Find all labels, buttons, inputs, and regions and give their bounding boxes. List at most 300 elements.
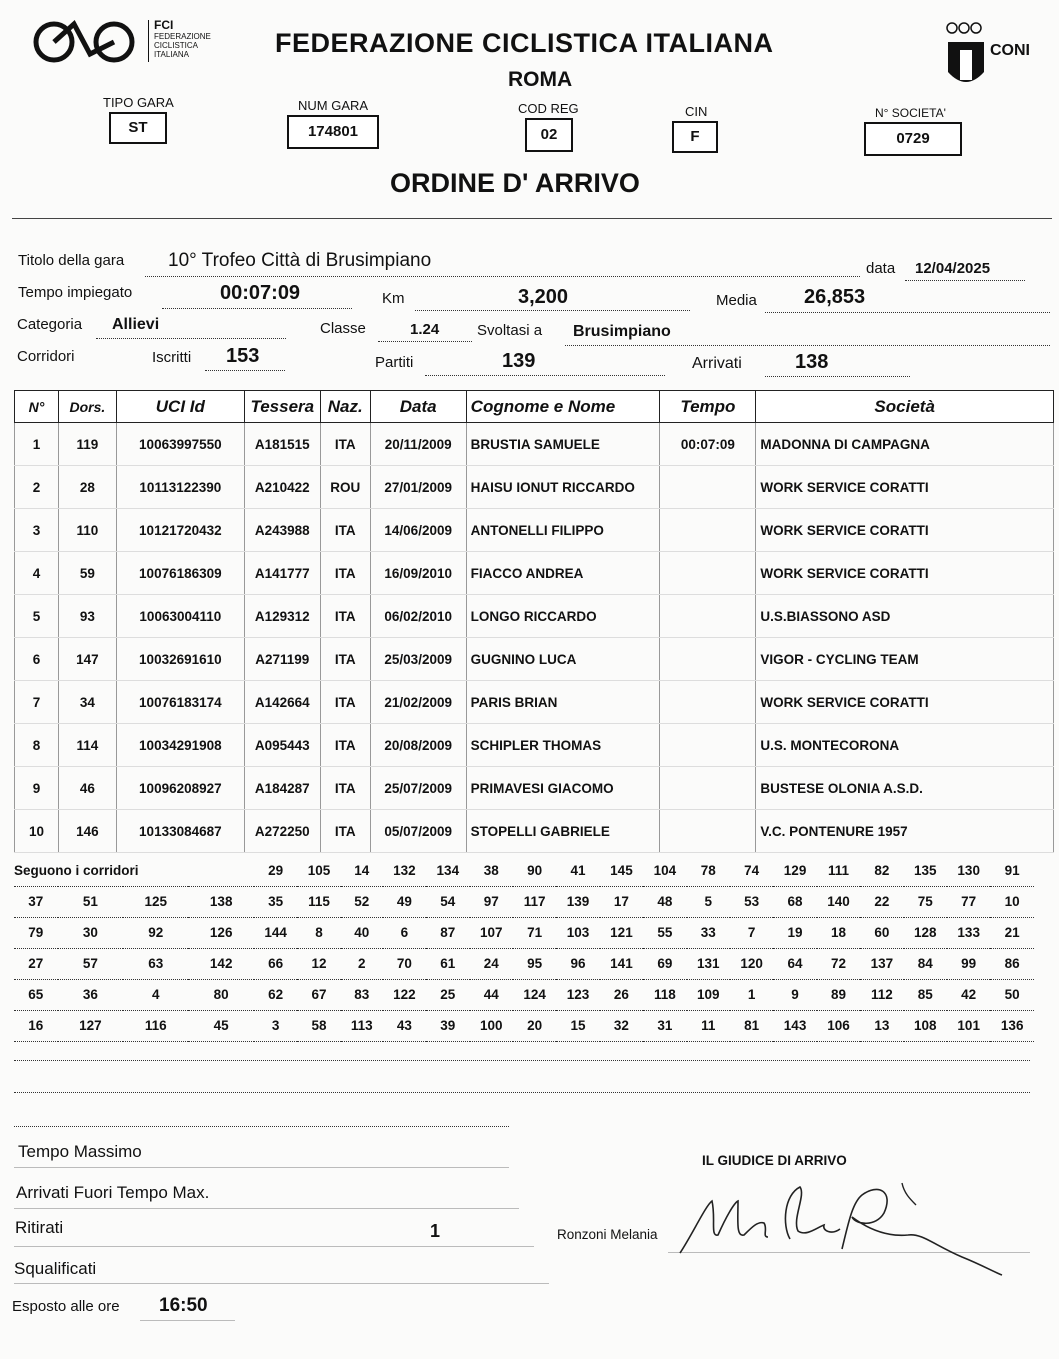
rider-number: 63 [123,948,188,979]
cell-birth-date: 25/03/2009 [370,638,466,681]
rider-number: 65 [14,979,58,1010]
cell-birth-date: 16/09/2010 [370,552,466,595]
following-label: Seguono i corridori [14,855,254,886]
rider-number: 128 [904,917,947,948]
cell-time [660,681,756,724]
tempo-massimo-label: Tempo Massimo [18,1142,142,1161]
categoria-line [96,338,286,339]
squalificati-line [14,1283,549,1284]
num-gara-label: NUM GARA [298,98,369,113]
cell-tessera: A184287 [244,767,320,810]
table-row [15,724,1054,767]
table-row [15,595,1054,638]
cell-team: VIGOR - CYCLING TEAM [756,638,1054,681]
squalificati-label: Squalificati [14,1259,97,1278]
rider-number: 3 [254,1010,297,1041]
blank-line-3 [14,1126,509,1127]
cell-dors: 110 [58,509,116,552]
following-row [14,979,1034,1010]
rider-number: 36 [58,979,123,1010]
cell-uci-id: 10076186309 [116,552,244,595]
rider-number: 130 [947,855,990,886]
cell-team: U.S.BIASSONO ASD [756,595,1054,638]
cell-tessera: A243988 [244,509,320,552]
rider-number: 42 [947,979,990,1010]
rider-number: 54 [426,886,469,917]
rider-number: 97 [470,886,513,917]
cell-tessera: A095443 [244,724,320,767]
rider-number: 25 [426,979,469,1010]
cell-dors: 119 [58,423,116,466]
following-row [14,1010,1034,1041]
cell-uci-id: 10121720432 [116,509,244,552]
cell-pos: 10 [15,810,59,853]
cell-uci-id: 10113122390 [116,466,244,509]
rider-number: 48 [643,886,686,917]
media-line [765,312,1050,313]
col-header-uci-id: UCI Id [116,391,244,423]
rider-number: 27 [14,948,58,979]
cell-tessera: A271199 [244,638,320,681]
tempo-label: Tempo impiegato [18,284,133,301]
cell-pos: 4 [15,552,59,595]
cell-naz: ITA [320,638,370,681]
fuori-tempo-label: Arrivati Fuori Tempo Max. [16,1183,210,1202]
partiti-line [425,375,665,376]
rider-number: 39 [426,1010,469,1041]
rider-number: 69 [643,948,686,979]
cell-time [660,509,756,552]
cell-tessera: A210422 [244,466,320,509]
rider-number: 29 [254,855,297,886]
following-riders-body [14,855,1034,1041]
rider-number: 118 [643,979,686,1010]
rider-number: 79 [14,917,58,948]
rider-number: 81 [730,1010,773,1041]
cell-pos: 8 [15,724,59,767]
rider-number: 142 [188,948,253,979]
giudice-name: Ronzoni Melania [557,1227,658,1242]
rider-number: 120 [730,948,773,979]
rider-number: 90 [513,855,556,886]
iscritti-label: Iscritti [152,349,192,366]
rider-number: 115 [297,886,340,917]
cell-dors: 28 [58,466,116,509]
rider-number: 11 [687,1010,730,1041]
header-divider [12,218,1052,219]
table-row [15,810,1054,853]
rider-number: 132 [383,855,426,886]
rider-number: 95 [513,948,556,979]
giudice-label: IL GIUDICE DI ARRIVO [702,1153,847,1168]
cod-reg-label: COD REG [518,101,579,116]
cell-team: WORK SERVICE CORATTI [756,552,1054,595]
rider-number: 19 [773,917,816,948]
following-row [14,917,1034,948]
cell-name: PARIS BRIAN [466,681,660,724]
rider-number: 61 [426,948,469,979]
cell-name: BRUSTIA SAMUELE [466,423,660,466]
rider-number: 112 [860,979,903,1010]
rider-number: 138 [188,886,253,917]
cell-team: WORK SERVICE CORATTI [756,681,1054,724]
cell-birth-date: 27/01/2009 [370,466,466,509]
rider-number: 51 [58,886,123,917]
cell-team: BUSTESE OLONIA A.S.D. [756,767,1054,810]
cell-naz: ITA [320,423,370,466]
cell-pos: 2 [15,466,59,509]
cell-team: U.S. MONTECORONA [756,724,1054,767]
categoria-value: Allievi [112,316,160,333]
rider-number: 62 [254,979,297,1010]
rider-number: 33 [687,917,730,948]
rider-number: 91 [990,855,1034,886]
cell-uci-id: 10032691610 [116,638,244,681]
arrivati-value: 138 [795,351,829,373]
arrivati-line [765,376,910,377]
rider-number: 31 [643,1010,686,1041]
cell-dors: 59 [58,552,116,595]
fuori-tempo-line [14,1208,519,1209]
col-header-naz: Naz. [320,391,370,423]
cell-dors: 146 [58,810,116,853]
rider-number: 12 [297,948,340,979]
rider-number: 75 [904,886,947,917]
col-header-tessera: Tessera [244,391,320,423]
table-row [15,681,1054,724]
rider-number: 108 [904,1010,947,1041]
fci-subtitle: FEDERAZIONE CICLISTICA ITALIANA [154,32,211,59]
cell-dors: 34 [58,681,116,724]
cell-uci-id: 10063004110 [116,595,244,638]
cell-uci-id: 10076183174 [116,681,244,724]
cell-birth-date: 25/07/2009 [370,767,466,810]
table-row [15,638,1054,681]
rider-number: 77 [947,886,990,917]
cell-naz: ITA [320,767,370,810]
cell-team: V.C. PONTENURE 1957 [756,810,1054,853]
titolo-value: 10° Trofeo Città di Brusimpiano [168,250,432,271]
rider-number: 49 [383,886,426,917]
cell-dors: 147 [58,638,116,681]
rider-number: 129 [773,855,816,886]
cell-tessera: A181515 [244,423,320,466]
rider-number: 131 [687,948,730,979]
table-row [15,767,1054,810]
rider-number: 89 [817,979,860,1010]
cin-value: F [672,121,718,153]
rider-number: 141 [600,948,643,979]
tempo-massimo-line [14,1167,509,1168]
table-row [15,509,1054,552]
rider-number: 2 [341,948,383,979]
rider-number: 14 [341,855,383,886]
rider-number: 40 [341,917,383,948]
rider-number: 26 [600,979,643,1010]
rider-number: 6 [383,917,426,948]
media-value: 26,853 [804,286,866,308]
cell-team: WORK SERVICE CORATTI [756,466,1054,509]
rider-number: 66 [254,948,297,979]
rider-number: 136 [990,1010,1034,1041]
cell-time [660,724,756,767]
rider-number: 24 [470,948,513,979]
cell-naz: ITA [320,681,370,724]
table-row [15,423,1054,466]
rider-number: 133 [947,917,990,948]
classe-label: Classe [320,320,366,337]
cell-pos: 5 [15,595,59,638]
data-line [905,280,1025,281]
cell-team: WORK SERVICE CORATTI [756,509,1054,552]
rider-number: 8 [297,917,340,948]
km-label: Km [382,290,405,307]
cell-dors: 46 [58,767,116,810]
cell-naz: ITA [320,552,370,595]
rider-number: 87 [426,917,469,948]
rider-number: 127 [58,1010,123,1041]
col-header-data: Data [370,391,466,423]
classe-line [378,341,472,342]
cell-name: PRIMAVESI GIACOMO [466,767,660,810]
cell-birth-date: 20/11/2009 [370,423,466,466]
rider-number: 44 [470,979,513,1010]
rider-number: 134 [426,855,469,886]
cell-birth-date: 21/02/2009 [370,681,466,724]
rider-number: 72 [817,948,860,979]
city-label: ROMA [508,68,573,91]
rider-number: 144 [254,917,297,948]
iscritti-line [205,370,285,371]
blank-line-1 [14,1060,1030,1061]
rider-number: 30 [58,917,123,948]
cell-time [660,810,756,853]
rider-number: 143 [773,1010,816,1041]
tipo-gara-label: TIPO GARA [103,95,174,110]
rider-number: 140 [817,886,860,917]
following-riders-table [14,855,1034,1042]
rider-number: 126 [188,917,253,948]
rider-number: 85 [904,979,947,1010]
svoltasi-value: Brusimpiano [573,323,671,340]
cell-uci-id: 10133084687 [116,810,244,853]
rider-number: 38 [470,855,513,886]
col-header-tempo: Tempo [660,391,756,423]
cell-birth-date: 20/08/2009 [370,724,466,767]
cell-time [660,638,756,681]
results-body [15,423,1054,853]
table-row [15,552,1054,595]
rider-number: 92 [123,917,188,948]
cell-name: HAISU IONUT RICCARDO [466,466,660,509]
cell-tessera: A129312 [244,595,320,638]
judge-signature-icon [672,1165,1012,1280]
cell-tessera: A142664 [244,681,320,724]
fci-abbr: FCI [154,18,174,32]
cell-naz: ITA [320,810,370,853]
col-header-nome: Cognome e Nome [466,391,660,423]
rider-number: 71 [513,917,556,948]
titolo-label: Titolo della gara [18,252,125,269]
ritirati-value: 1 [430,1221,441,1241]
rider-number: 4 [123,979,188,1010]
cell-name: FIACCO ANDREA [466,552,660,595]
cell-time [660,767,756,810]
col-header-societa: Società [756,391,1054,423]
cell-pos: 1 [15,423,59,466]
cell-uci-id: 10063997550 [116,423,244,466]
table-row [15,466,1054,509]
cell-uci-id: 10034291908 [116,724,244,767]
rider-number: 103 [556,917,599,948]
page-title: ORDINE D' ARRIVO [390,168,640,198]
rider-number: 104 [643,855,686,886]
rider-number: 139 [556,886,599,917]
rider-number: 125 [123,886,188,917]
cell-name: ANTONELLI FILIPPO [466,509,660,552]
rider-number: 117 [513,886,556,917]
rider-number: 116 [123,1010,188,1041]
svoltasi-label: Svoltasi a [477,322,543,339]
rider-number: 52 [341,886,383,917]
col-header-num: N° [15,391,59,423]
rider-number: 50 [990,979,1034,1010]
cell-birth-date: 14/06/2009 [370,509,466,552]
rider-number: 68 [773,886,816,917]
rider-number: 20 [513,1010,556,1041]
rider-number: 109 [687,979,730,1010]
rider-number: 35 [254,886,297,917]
rider-number: 99 [947,948,990,979]
classe-value: 1.24 [410,321,440,338]
partiti-value: 139 [502,350,536,372]
km-line [415,310,690,311]
table-header-row [15,391,1054,423]
logo-divider [148,20,149,62]
cell-name: SCHIPLER THOMAS [466,724,660,767]
data-label: data [866,260,896,277]
rider-number: 78 [687,855,730,886]
cell-time [660,552,756,595]
tempo-value: 00:07:09 [220,282,301,304]
rider-number: 106 [817,1010,860,1041]
tempo-line [162,308,352,309]
following-row [14,886,1034,917]
rider-number: 7 [730,917,773,948]
rider-number: 58 [297,1010,340,1041]
rider-number: 84 [904,948,947,979]
rider-number: 43 [383,1010,426,1041]
rider-number: 123 [556,979,599,1010]
cell-uci-id: 10096208927 [116,767,244,810]
rider-number: 32 [600,1010,643,1041]
rider-number: 1 [730,979,773,1010]
rider-number: 16 [14,1010,58,1041]
cell-name: LONGO RICCARDO [466,595,660,638]
arrivati-label: Arrivati [692,355,742,372]
rider-number: 145 [600,855,643,886]
rider-number: 53 [730,886,773,917]
cod-reg-value: 02 [525,118,573,152]
cell-naz: ITA [320,595,370,638]
rider-number: 105 [297,855,340,886]
rider-number: 82 [860,855,903,886]
data-value: 12/04/2025 [915,260,991,277]
media-label: Media [716,292,757,309]
rider-number: 121 [600,917,643,948]
rider-number: 111 [817,855,860,886]
rider-number: 96 [556,948,599,979]
cell-naz: ITA [320,509,370,552]
cell-time [660,595,756,638]
num-gara-value: 174801 [287,115,379,149]
federation-title: FEDERAZIONE CICLISTICA ITALIANA [275,28,774,58]
cell-birth-date: 06/02/2010 [370,595,466,638]
rider-number: 64 [773,948,816,979]
rider-number: 15 [556,1010,599,1041]
rider-number: 100 [470,1010,513,1041]
rider-number: 86 [990,948,1034,979]
cell-pos: 9 [15,767,59,810]
cell-time [660,466,756,509]
rider-number: 55 [643,917,686,948]
rider-number: 124 [513,979,556,1010]
rider-number: 41 [556,855,599,886]
rider-number: 10 [990,886,1034,917]
cell-pos: 6 [15,638,59,681]
societa-value: 0729 [864,122,962,156]
rider-number: 107 [470,917,513,948]
esposto-label: Esposto alle ore [12,1298,120,1315]
cell-pos: 7 [15,681,59,724]
rider-number: 70 [383,948,426,979]
partiti-label: Partiti [375,354,414,371]
cin-label: CIN [685,104,708,119]
cell-tessera: A141777 [244,552,320,595]
rider-number: 22 [860,886,903,917]
rider-number: 45 [188,1010,253,1041]
rider-number: 67 [297,979,340,1010]
svoltasi-line [565,345,1050,346]
rider-number: 37 [14,886,58,917]
results-table [14,390,1054,853]
rider-number: 122 [383,979,426,1010]
titolo-line [145,276,860,277]
cell-name: GUGNINO LUCA [466,638,660,681]
cell-naz: ITA [320,724,370,767]
iscritti-value: 153 [226,345,260,367]
rider-number: 13 [860,1010,903,1041]
rider-number: 17 [600,886,643,917]
coni-logo-icon [944,22,988,92]
ritirati-label: Ritirati [15,1218,64,1237]
km-value: 3,200 [518,286,569,308]
rider-number: 83 [341,979,383,1010]
rider-number: 113 [341,1010,383,1041]
rider-number: 18 [817,917,860,948]
categoria-label: Categoria [17,316,83,333]
cell-dors: 93 [58,595,116,638]
cell-name: STOPELLI GABRIELE [466,810,660,853]
fci-bicycle-logo-icon [30,14,140,66]
rider-number: 9 [773,979,816,1010]
rider-number: 80 [188,979,253,1010]
rider-number: 5 [687,886,730,917]
cell-birth-date: 05/07/2009 [370,810,466,853]
cell-dors: 114 [58,724,116,767]
rider-number: 60 [860,917,903,948]
cell-naz: ROU [320,466,370,509]
